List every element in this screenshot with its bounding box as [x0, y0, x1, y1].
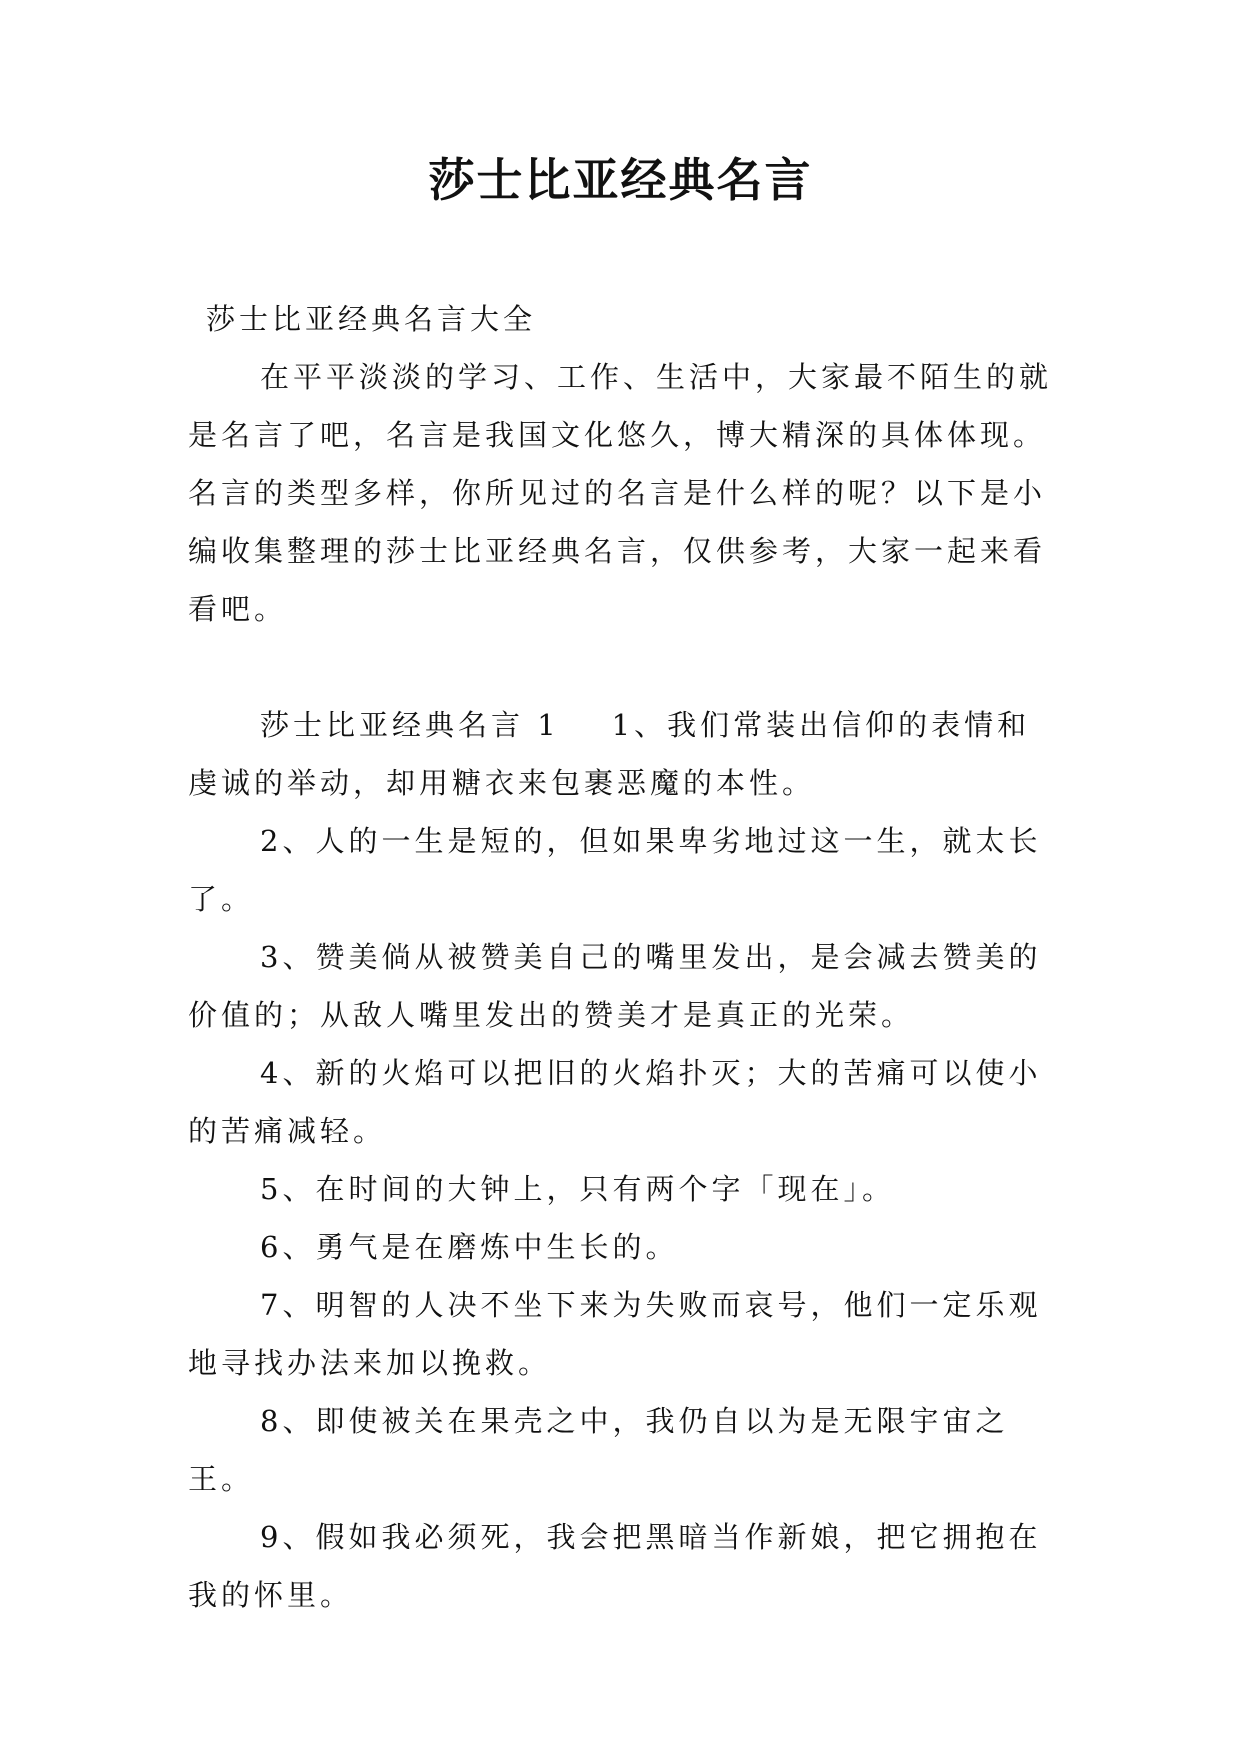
quote-paragraph: 2、人的一生是短的，但如果卑劣地过这一生，就太长了。 — [188, 824, 1042, 916]
document-subtitle: 莎士比亚经典名言大全 — [206, 302, 537, 336]
quote-paragraph: 7、明智的人决不坐下来为失败而哀号，他们一定乐观地寻找办法来加以挽救。 — [188, 1288, 1042, 1380]
quote-paragraph: 9、假如我必须死，我会把黑暗当作新娘，把它拥抱在我的怀里。 — [188, 1520, 1042, 1612]
quote-paragraph — [188, 696, 1056, 812]
quote-paragraph: 4、新的火焰可以把旧的火焰扑灭；大的苦痛可以使小的苦痛减轻。 — [188, 1056, 1042, 1148]
document-body — [188, 290, 1056, 1624]
quote-paragraph: 8、即使被关在果壳之中，我仍自以为是无限宇宙之王。 — [188, 1404, 1009, 1496]
paragraph-gap — [188, 638, 1056, 696]
quote-item: 1、我们常装出信仰的表情和虔诚的举动，却用糖衣来包裹恶魔的本性。 — [188, 708, 1031, 800]
document-title: 莎士比亚经典名言 — [428, 153, 813, 207]
quote-paragraph: 3、赞美倘从被赞美自己的嘴里发出，是会减去赞美的价值的；从敌人嘴里发出的赞美才是真正的光荣。 — [188, 940, 1042, 1032]
section-heading: 莎士比亚经典名言 1 — [260, 708, 560, 742]
quote-paragraph: 6、勇气是在磨炼中生长的。 — [260, 1230, 679, 1264]
quote-paragraph: 5、在时间的大钟上，只有两个字「现在」。 — [260, 1172, 895, 1206]
intro-paragraph: 在平平淡淡的学习、工作、生活中，大家最不陌生的就是名言了吧，名言是我国文化悠久，博大精深的具体体现。名言的类型多样，你所见过的名言是什么样的呢？以下是小编收集整理的莎士比亚经典名言，仅供参考，大家一起来看看吧。 — [188, 360, 1053, 626]
